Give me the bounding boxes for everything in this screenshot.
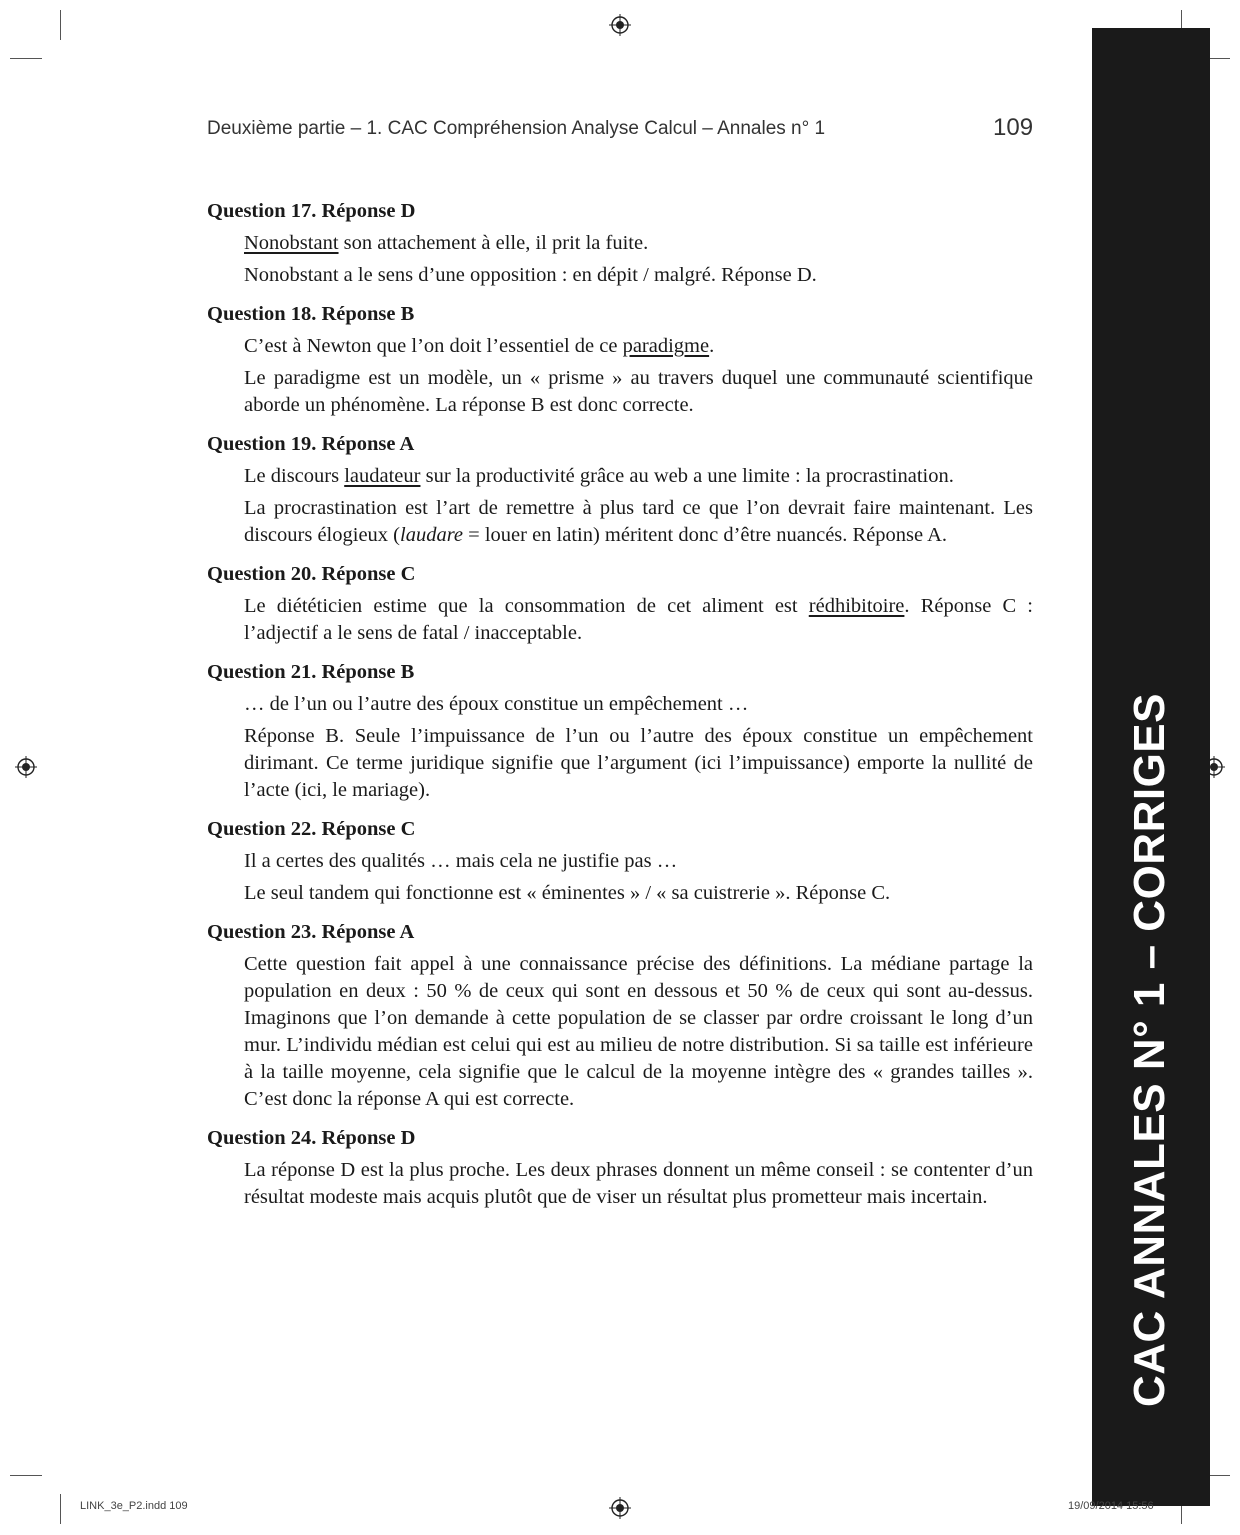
question-title: Question 22. Réponse C <box>207 818 416 840</box>
question-body <box>207 1157 1033 1211</box>
question-body <box>207 691 1033 804</box>
question-17 <box>207 198 1033 289</box>
explanation: Cette question fait appel à une connaissance précise des définitions. La médiane partage la population en deux : 50 % de ceux qui sont en dessous et 50 % de ceux qui sont au-dessus. Imaginons que l’on demande à cette population de se classer par ordre croissant le long d’un mur. L’individu médian est celui qui est au milieu de notre distribution. Si sa taille est inférieure à la taille moyenne, cela signifie que le calcul de la moyenne intègre des « grandes tailles ». C’est donc la réponse A qui est correcte. <box>244 953 1033 1110</box>
question-title: Question 24. Réponse D <box>207 1127 416 1149</box>
question-body <box>207 951 1033 1113</box>
italic-term: laudare <box>400 524 464 546</box>
question-title: Question 21. Réponse B <box>207 661 415 683</box>
question-19 <box>207 431 1033 549</box>
question-22 <box>207 816 1033 907</box>
sentence-text: son attachement à elle, il prit la fuite. <box>338 232 649 254</box>
question-body <box>207 593 1033 647</box>
quoted-sentence: Il a certes des qualités … mais cela ne justifie pas … <box>244 850 678 872</box>
crop-mark <box>10 1475 42 1476</box>
explanation: Le seul tandem qui fonctionne est « éminentes » / « sa cuistrerie ». Réponse C. <box>244 882 891 904</box>
crop-mark <box>60 1494 61 1524</box>
page-number: 109 <box>993 114 1034 141</box>
explanation: Réponse B. Seule l’impuissance de l’un ou l’autre des époux constitue un empêchement dirimant. Ce terme juridique signifie que l’argument (ici l’impuissance) emporte la nullité de l’acte (ici, le mariage). <box>244 725 1033 801</box>
question-body <box>207 848 1033 907</box>
quoted-sentence <box>244 333 1033 360</box>
registration-mark-icon <box>15 756 37 778</box>
explanation: Le paradigme est un modèle, un « prisme » au travers duquel une communauté scientifique aborde un phénomène. La réponse B est donc correcte. <box>244 367 1033 416</box>
question-24 <box>207 1125 1033 1211</box>
question-title: Question 20. Réponse C <box>207 563 416 585</box>
question-body <box>207 333 1033 419</box>
sentence-text: C’est à Newton que l’on doit l’essentiel de ce <box>244 335 623 357</box>
question-title: Question 18. Réponse B <box>207 303 415 325</box>
sentence-text: . Réponse C : l’adjectif a le sens de fatal / inacceptable. <box>244 595 1033 644</box>
underlined-term: Nonobstant <box>244 232 339 254</box>
explanation <box>244 495 1033 549</box>
quoted-sentence <box>244 593 1033 647</box>
footer-timestamp: 19/09/2014 15:56 <box>1068 1500 1154 1512</box>
underlined-term: rédhibitoire <box>808 595 905 617</box>
footer-file-info: LINK_3e_P2.indd 109 <box>80 1500 188 1512</box>
quoted-sentence: … de l’un ou l’autre des époux constitue un empêchement … <box>244 693 749 715</box>
sentence-text: Le discours <box>244 465 345 487</box>
sentence-text: Le diététicien estime que la consommation de cet aliment est <box>244 595 809 617</box>
explanation: Nonobstant a le sens d’une opposition : en dépit / malgré. Réponse D. <box>244 264 817 286</box>
running-header: Deuxième partie – 1. CAC Compréhension Analyse Calcul – Annales n° 1 <box>207 118 826 139</box>
question-title: Question 23. Réponse A <box>207 921 415 943</box>
registration-mark-icon <box>609 14 631 36</box>
question-body <box>207 463 1033 549</box>
underlined-term: paradigme <box>622 335 710 357</box>
sentence-text: sur la productivité grâce au web a une limite : la procrastination. <box>420 465 954 487</box>
question-title: Question 17. Réponse D <box>207 200 416 222</box>
side-tab-label: CAC ANNALES N° 1 – CORRIGES <box>1125 693 1174 1407</box>
sentence-text: La procrastination est l’art de remettre à plus tard ce que l’on devrait faire maintenant. Les discours élogieux ( <box>244 497 1033 546</box>
explanation: La réponse D est la plus proche. Les deux phrases donnent un même conseil : se contenter d’un résultat modeste mais acquis plutôt que de viser un résultat plus prometteur mais incertain. <box>244 1159 1033 1208</box>
crop-mark <box>10 58 42 59</box>
registration-mark-icon <box>609 1497 631 1519</box>
sentence-text: . <box>709 335 715 357</box>
quoted-sentence <box>244 230 1033 257</box>
question-23 <box>207 919 1033 1113</box>
corrections-content <box>207 198 1033 1223</box>
quoted-sentence <box>244 463 1033 490</box>
sentence-text: = louer en latin) méritent donc d’être nuancés. Réponse A. <box>463 524 948 546</box>
question-body <box>207 230 1033 289</box>
question-21 <box>207 659 1033 804</box>
question-18 <box>207 301 1033 419</box>
crop-mark <box>60 10 61 40</box>
underlined-term: laudateur <box>344 465 421 487</box>
question-title: Question 19. Réponse A <box>207 433 415 455</box>
question-20 <box>207 561 1033 647</box>
